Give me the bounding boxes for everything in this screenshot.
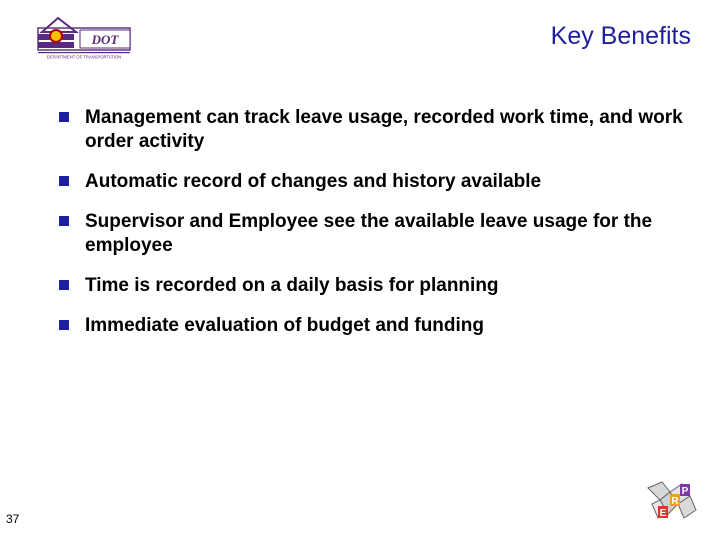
bullet-square-icon [59, 280, 69, 290]
list-item [58, 170, 698, 194]
bullet-text: Immediate evaluation of budget and funding [85, 315, 485, 336]
list-item [58, 106, 698, 154]
page-title: Key Benefits [550, 22, 691, 50]
erp-letter-e: E [659, 508, 667, 519]
erp-letter-p: P [681, 486, 689, 497]
dot-logo-subtext: DEPARTMENT OF TRANSPORTATION [46, 54, 122, 60]
list-item [58, 210, 698, 258]
bullet-square-icon [59, 176, 69, 186]
bullet-square-icon [59, 112, 69, 122]
list-item [58, 274, 698, 298]
erp-puzzle-logo [640, 470, 702, 526]
bullet-text: Management can track leave usage, recorded work time, and work order activity [85, 107, 683, 152]
bullet-square-icon [59, 216, 69, 226]
dot-logo-text: DOT [91, 32, 119, 47]
bullet-square-icon [59, 320, 69, 330]
bullet-text: Time is recorded on a daily basis for planning [85, 275, 499, 296]
bullet-text: Supervisor and Employee see the available leave usage for the employee [85, 211, 653, 256]
bullet-text: Automatic record of changes and history available [85, 171, 542, 192]
erp-letter-r: R [671, 496, 679, 507]
bullet-list [58, 106, 698, 354]
list-item [58, 314, 698, 338]
page-number: 37 [6, 512, 20, 526]
dot-logo [36, 14, 132, 60]
